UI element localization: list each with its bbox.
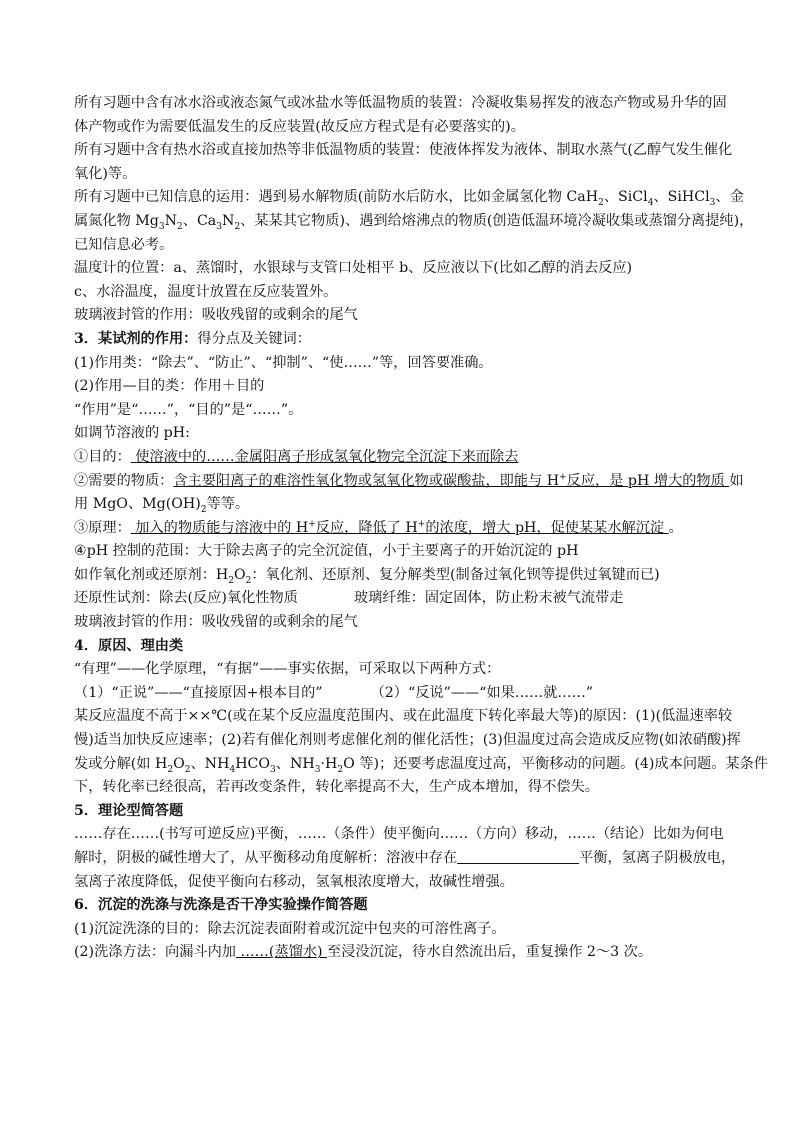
text-line: 如作氧化剂或还原剂：$H_2O_2$：氧化剂、还原剂、复分解类型(制备过氧化钡等提供过氧键而已) <box>74 566 660 586</box>
text-line: (1)作用类：“除去”、“防止”、“抑制”、“使……”等，回答要准确。 <box>74 354 493 371</box>
text-line: 玻璃液封管的作用：吸收残留的或剩余的尾气 <box>74 307 358 324</box>
text-line: （1）“正说”——“直接原因+根本目的” （2）“反说”——“如果……就……” <box>74 684 594 701</box>
text-line: 慢)适当加快反应速率；(2)若有催化剂则考虑催化剂的催化活性；(3)但温度过高会造成反应物(如浓硝酸)挥 <box>74 732 741 749</box>
text-line: ……存在……(书写可逆反应)平衡，……（条件）使平衡向……（方向）移动，……（结论）比如为何电 <box>74 826 724 843</box>
section-heading-4: 4．原因、理由类 <box>74 637 184 654</box>
document-page <box>74 92 768 965</box>
text-line: ②需要的物质：含主要阳离子的难溶性氧化物或氢氧化物或碳酸盐，即能与 H+反应，是 pH 增大的物质 如 <box>74 471 744 489</box>
text-line: 所有习题中已知信息的运用：遇到易水解物质(前防水后防水，比如金属氢化物 CaH$_2$、SiCl$_4$、SiHCl$_3$、金 <box>74 189 744 209</box>
section-heading-6: 6．沉淀的洗涤与洗涤是否干净实验操作简答题 <box>74 897 368 914</box>
text-line: 还原性试剂：除去(反应)氧化性物质 玻璃纤维：固定固体，防止粉末被气流带走 <box>74 590 624 607</box>
text-line: 发或分解(如 $H_2O_2$、$NH_4HCO_3$、$NH_3\cdot H_2O$ 等)；还要考虑温度过高，平衡移动的问题。(4)成本问题。某条件 <box>74 755 768 775</box>
text-line: 所有习题中含有冰水浴或液态氮气或冰盐水等低温物质的装置：冷凝收集易挥发的液态产物或易升华的固 <box>74 95 727 111</box>
text-line: 已知信息必考。 <box>74 236 174 253</box>
text-line: ①目的： 使溶液中的……金属阳离子形成氢氧化物完全沉淀下来而除去 <box>74 448 519 465</box>
text-line: 属氮化物 $Mg_3N_2$、$Ca_3N_2$、某某其它物质)、遇到给熔沸点的物质(创造低温环境冷凝收集或蒸馏分离提纯)， <box>74 212 754 232</box>
text-line: 下，转化率已经很高，若再改变条件，转化率提高不大，生产成本增加，得不偿失。 <box>74 779 599 796</box>
text-line: (2)洗涤方法：向漏斗内加 ……(蒸馏水) 至浸没沉淀，待水自然流出后，重复操作 2～3 次。 <box>74 944 653 961</box>
section-heading-5: 5．理论型简答题 <box>74 802 184 819</box>
answer-blank[interactable] <box>457 849 579 864</box>
text-line: 用 MgO、$Mg(OH)_2$等等。 <box>74 496 250 515</box>
text-line: 氧化)等。 <box>74 165 137 182</box>
text-line: 所有习题中含有热水浴或直接加热等非低温物质的装置：使液体挥发为液体、制取水蒸气(乙醇气发生催化 <box>74 142 733 159</box>
text-line: “有理”——化学原理，“有据”——事实依据，可采取以下两种方式： <box>74 661 501 678</box>
text-line: 如调节溶液的 pH: <box>74 425 190 442</box>
text-line: 玻璃液封管的作用：吸收残留的或剩余的尾气 <box>74 614 358 631</box>
text-line: (2)作用—目的类：作用＋目的 <box>74 378 265 395</box>
text-line: 体产物或作为需要低温发生的反应装置(故反应方程式是有必要落实的)。 <box>74 118 525 135</box>
text-line: 温度计的位置：a、蒸馏时，水银球与支管口处相平 b、反应液以下(比如乙醇的消去反应) <box>74 260 633 277</box>
section-heading-3: 3．某试剂的作用：得分点及关键词： <box>74 330 311 347</box>
text-line: 某反应温度不高于××℃(或在某个反应温度范围内、或在此温度下转化率最大等)的原因：(1)(低温速率较 <box>74 708 733 725</box>
text-line: c、水浴温度，温度计放置在反应装置外。 <box>74 283 338 300</box>
text-line: “作用”是“……”，“目的”是“……”。 <box>74 401 303 418</box>
text-line: 氢离子浓度降低，促使平衡向右移动，氢氧根浓度增大，故碱性增强。 <box>74 873 514 890</box>
text-line: ④pH 控制的范围：大于除去离子的完全沉淀值，小于主要离子的开始沉淀的 pH <box>74 543 579 560</box>
text-line: (1)沉淀洗涤的目的：除去沉淀表面附着或沉淀中包夹的可溶性离子。 <box>74 920 506 937</box>
text-line: 解时，阴极的碱性增大了，从平衡移动角度解析：溶液中存在 平衡，氢离子阴极放电， <box>74 850 736 866</box>
text-line: ③原理： 加入的物质能与溶液中的 H+反应，降低了 H+的浓度，增大 pH，促使某某水解沉淀 。 <box>74 518 683 536</box>
